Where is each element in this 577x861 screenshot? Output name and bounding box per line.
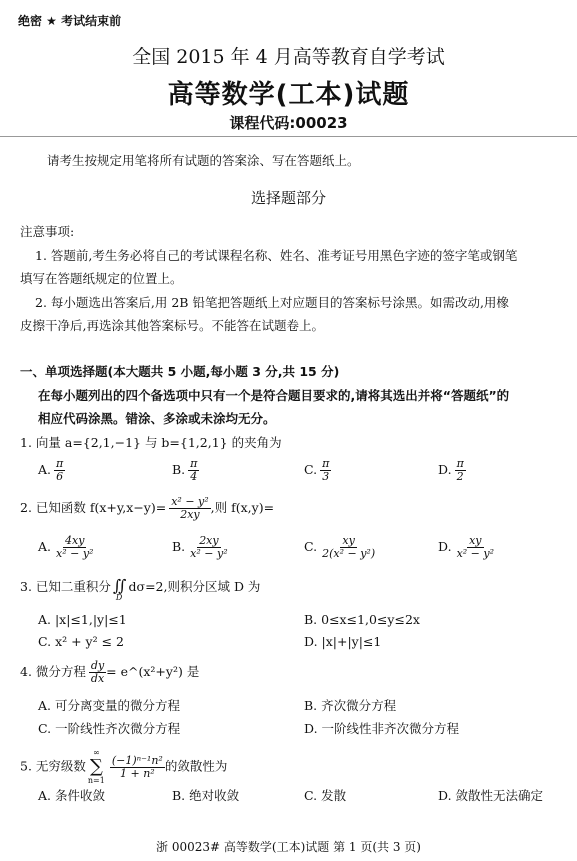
question-1-option-c: C. $\frac{\pi}{3}$ — [304, 457, 330, 483]
attention-item-1-line-2: 填写在答题纸规定的位置上。 — [20, 271, 183, 286]
attention-item-2-line-1: 2. 每小题选出答案后,用 2B 铅笔把答题纸上对应题目的答案标号涂黑。如需改动,用橡 — [35, 295, 509, 310]
question-5-option-b: B. 绝对收敛 — [172, 788, 240, 803]
question-3-stem: 3. 已知二重积分 ∬ D dσ=2,则积分区域 D 为 — [20, 576, 261, 602]
question-2-option-a: A. $\frac{4xy}{\text{x² − y²}}$ — [38, 534, 94, 560]
part1-heading: 一、单项选择题(本大题共 5 小题,每小题 3 分,共 15 分) — [20, 364, 340, 379]
question-4-option-c: C. 一阶线性齐次微分方程 — [38, 721, 181, 736]
answer-notice: 请考生按规定用笔将所有试题的答案涂、写在答题纸上。 — [47, 153, 360, 168]
section-title: 选择题部分 — [250, 189, 326, 207]
exam-title: 全国 2015 年 4 月高等教育自学考试 — [132, 46, 445, 68]
page-title: 高等数学(工本)试题 — [167, 80, 410, 110]
page-footer: 浙 00023# 高等数学(工本)试题 第 1 页(共 3 页) — [156, 840, 421, 854]
question-3-option-a: A. |x|≤1,|y|≤1 — [38, 612, 127, 627]
question-1-option-d: D. $\frac{\pi}{2}$ — [438, 457, 464, 483]
part1-instruction-line-1: 在每小题列出的四个备选项中只有一个是符合题目要求的,请将其选出并将“答题纸”的 — [38, 388, 510, 403]
question-1-option-a: A. $\frac{\pi}{6}$ — [38, 457, 64, 483]
question-2-option-d: D. $\frac{xy}{\text{x² − y²}}$ — [438, 534, 495, 560]
question-3-option-d: D. |x|+|y|≤1 — [304, 634, 382, 649]
question-4-option-d: D. 一阶线性非齐次微分方程 — [304, 721, 460, 736]
question-4-stem: 4. 微分方程 $\frac{dy}{dx}$ = e^(x²+y²) 是 — [20, 659, 200, 685]
double-integral-symbol: ∬ D — [112, 576, 127, 602]
course-code: 课程代码:00023 — [229, 114, 348, 132]
question-2-option-c: C. $\frac{xy}{\text{2(x² − y²)}}$ — [304, 534, 376, 560]
confidential-label: 绝密 ★ 考试结束前 — [18, 14, 122, 28]
header-divider — [0, 136, 577, 137]
question-1-stem: 1. 向量 a={2,1,−1} 与 b={1,2,1} 的夹角为 — [20, 435, 282, 450]
question-5-stem: 5. 无穷级数 ∞ ∑ n=1 $\frac{\text{(−1)ⁿ⁻¹n²}}{\text{1 + n²}}$ 的敛散性为 — [20, 748, 228, 785]
question-1-option-b: B. $\frac{\pi}{4}$ — [172, 457, 198, 483]
question-5-option-d: D. 敛散性无法确定 — [438, 788, 544, 803]
attention-heading: 注意事项: — [20, 224, 75, 239]
attention-item-2-line-2: 皮擦干净后,再选涂其他答案标号。不能答在试题卷上。 — [20, 318, 324, 333]
question-4-option-a: A. 可分离变量的微分方程 — [38, 698, 180, 713]
attention-item-1-line-1: 1. 答题前,考生务必将自己的考试课程名称、姓名、准考证号用黑色字迹的签字笔或钢笔 — [35, 248, 518, 263]
question-5-option-a: A. 条件收敛 — [38, 788, 105, 803]
question-4-option-b: B. 齐次微分方程 — [304, 698, 397, 713]
question-3-option-b: B. 0≤x≤1,0≤y≤2x — [304, 612, 420, 627]
question-3-option-c: C. x² + y² ≤ 2 — [38, 634, 124, 649]
part1-instruction-line-2: 相应代码涂黑。错涂、多涂或未涂均无分。 — [38, 411, 276, 426]
question-5-option-c: C. 发散 — [304, 788, 347, 803]
summation-symbol: ∞ ∑ n=1 — [87, 748, 105, 785]
question-2-stem: 2. 已知函数 f(x+y,x−y)= $\frac{\text{x² − y²}}{2xy}$ ,则 f(x,y)= — [20, 495, 275, 521]
question-2-option-b: B. $\frac{2xy}{\text{x² − y²}}$ — [172, 534, 228, 560]
